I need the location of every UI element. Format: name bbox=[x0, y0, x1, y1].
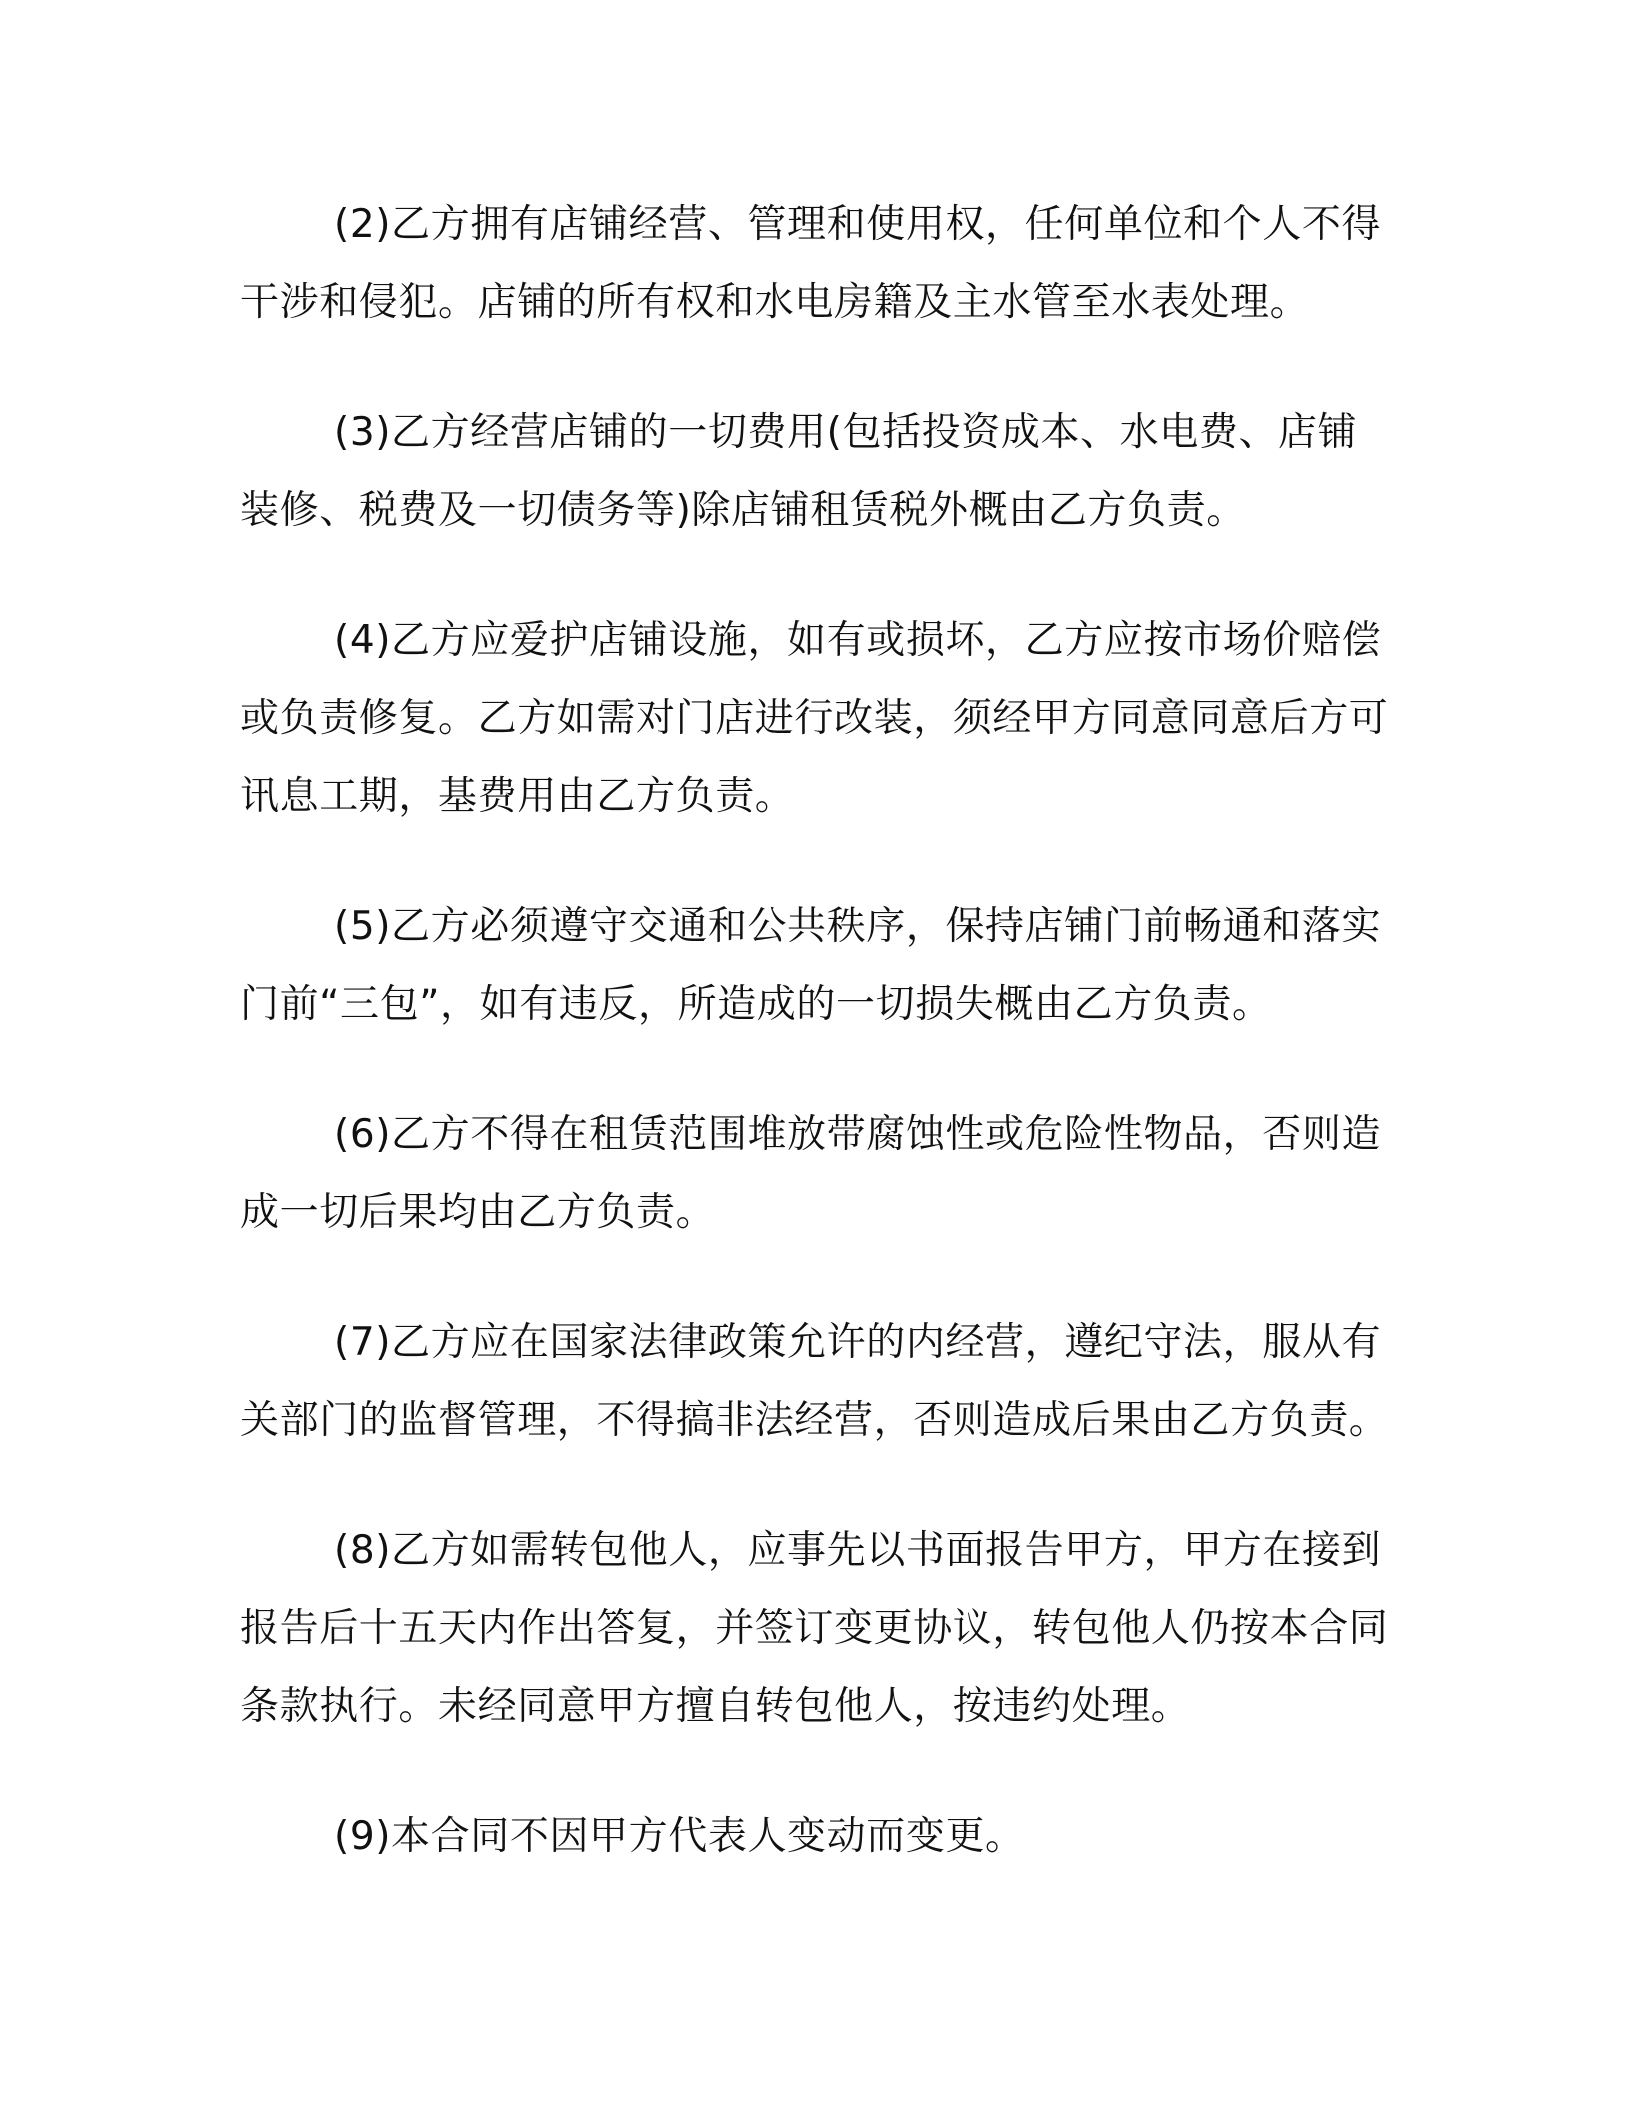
clause-6: (6)乙方不得在租赁范围堆放带腐蚀性或危险性物品，否则造成一切后果均由乙方负责。 bbox=[240, 1112, 1382, 1235]
clause-3: (3)乙方经营店铺的一切费用(包括投资成本、水电费、店铺装修、税费及一切债务等)除店铺租赁税外概由乙方负责。 bbox=[240, 410, 1358, 533]
clause-5: (5)乙方必须遵守交通和公共秩序，保持店铺门前畅通和落实门前“三包”，如有违反，所造成的一切损失概由乙方负责。 bbox=[240, 904, 1382, 1027]
document-body bbox=[240, 186, 1392, 1928]
clause-2: (2)乙方拥有店铺经营、管理和使用权，任何单位和个人不得干涉和侵犯。店铺的所有权和水电房籍及主水管至水表处理。 bbox=[240, 202, 1382, 325]
clause-7: (7)乙方应在国家法律政策允许的内经营，遵纪守法，服从有关部门的监督管理，不得搞非法经营，否则造成后果由乙方负责。 bbox=[240, 1320, 1389, 1443]
clause-4: (4)乙方应爱护店铺设施，如有或损坏，乙方应按市场价赔偿或负责修复。乙方如需对门店进行改装，须经甲方同意同意后方可讯息工期，基费用由乙方负责。 bbox=[240, 618, 1389, 819]
clause-8: (8)乙方如需转包他人，应事先以书面报告甲方，甲方在接到报告后十五天内作出答复，并签订变更协议，转包他人仍按本合同条款执行。未经同意甲方擅自转包他人，按违约处理。 bbox=[240, 1528, 1389, 1729]
clause-9: (9)本合同不因甲方代表人变动而变更。 bbox=[334, 1814, 1025, 1859]
